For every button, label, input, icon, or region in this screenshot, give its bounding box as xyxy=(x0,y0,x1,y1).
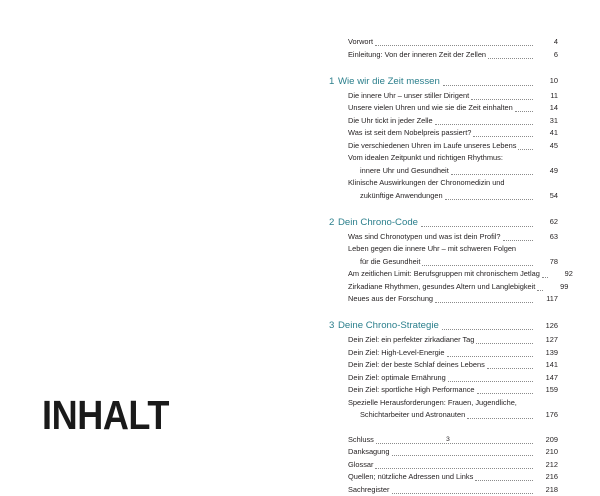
dot-leader xyxy=(488,57,533,59)
toc-entry[interactable] xyxy=(338,140,558,153)
toc-entry-label: Dein Ziel: High-Level-Energie xyxy=(348,347,447,360)
toc-page-number: 14 xyxy=(533,102,558,115)
toc-entry-label: Was sind Chronotypen und was ist dein Profil? xyxy=(348,231,503,244)
toc-page-number: 10 xyxy=(533,73,558,90)
page-folio: 3 xyxy=(338,436,558,443)
toc-page-number: 176 xyxy=(533,409,558,422)
dot-leader xyxy=(467,417,533,419)
toc-entry[interactable] xyxy=(338,334,558,347)
toc-back-matter-entry[interactable] xyxy=(338,484,558,496)
chapter-title: Deine Chrono-Strategie xyxy=(338,318,442,334)
toc-page-number: 6 xyxy=(533,49,558,62)
toc-page-number: 78 xyxy=(533,256,558,269)
dot-leader xyxy=(435,301,533,303)
toc-entry-label: innere Uhr und Gesundheit xyxy=(360,165,451,178)
toc-entry[interactable] xyxy=(338,115,558,128)
toc-entry-line2[interactable] xyxy=(338,190,558,203)
dot-leader xyxy=(422,264,533,266)
toc-entry-label: Die innere Uhr – unser stiller Dirigent xyxy=(348,90,471,103)
dot-leader xyxy=(447,355,533,357)
toc-entry-line2[interactable] xyxy=(338,165,558,178)
dot-leader xyxy=(445,198,533,200)
toc-entry[interactable] xyxy=(338,90,558,103)
spacer xyxy=(338,422,558,434)
toc-entry-line2[interactable] xyxy=(338,256,558,269)
table-of-contents xyxy=(338,36,558,496)
toc-page-number: 92 xyxy=(548,268,573,281)
dot-leader xyxy=(443,84,533,86)
toc-page-number: 11 xyxy=(533,90,558,103)
toc-page-number: 147 xyxy=(533,372,558,385)
toc-entry-label: Schichtarbeiter und Astronauten xyxy=(360,409,467,422)
toc-page-number: 139 xyxy=(533,347,558,360)
dot-leader xyxy=(421,225,533,227)
dot-leader xyxy=(451,173,533,175)
toc-entry[interactable] xyxy=(338,281,558,294)
toc-page-number: 141 xyxy=(533,359,558,372)
toc-entry-label: Die Uhr tickt in jeder Zelle xyxy=(348,115,435,128)
toc-entry-label: Vorwort xyxy=(348,36,375,49)
toc-chapter-1[interactable] xyxy=(338,73,558,90)
dot-leader xyxy=(515,110,533,112)
chapter-title: Wie wir die Zeit messen xyxy=(338,74,443,90)
dot-leader xyxy=(518,148,533,150)
toc-chapter-3[interactable] xyxy=(338,318,558,335)
toc-entry-line2[interactable] xyxy=(338,409,558,422)
toc-page-number: 117 xyxy=(533,293,558,306)
toc-front-matter-entry[interactable] xyxy=(338,49,558,62)
dot-leader xyxy=(477,392,533,394)
toc-page-number: 126 xyxy=(533,318,558,335)
toc-entry-line1[interactable] xyxy=(338,397,558,410)
toc-entry-line1[interactable] xyxy=(338,152,558,165)
toc-page-number: 159 xyxy=(533,384,558,397)
toc-page-number: 209 xyxy=(533,434,558,447)
toc-entry[interactable] xyxy=(338,102,558,115)
dot-leader xyxy=(392,454,533,456)
toc-entry-label: Was ist seit dem Nobelpreis passiert? xyxy=(348,127,473,140)
chapter-number: 2 xyxy=(329,215,338,231)
toc-entry-line1[interactable] xyxy=(338,243,558,256)
toc-entry-label: Quellen; nützliche Adressen und Links xyxy=(348,471,475,484)
dot-leader xyxy=(473,135,533,137)
toc-entry[interactable] xyxy=(338,268,558,281)
toc-page-number: 4 xyxy=(533,36,558,49)
toc-entry-label: Leben gegen die innere Uhr – mit schweren Folgen xyxy=(348,243,518,256)
toc-entry[interactable] xyxy=(338,384,558,397)
toc-page-number: 99 xyxy=(543,281,568,294)
toc-entry-label: Einleitung: Von der inneren Zeit der Zellen xyxy=(348,49,488,62)
dot-leader xyxy=(442,328,533,330)
toc-page-number: 54 xyxy=(533,190,558,203)
toc-entry-label: Dein Ziel: der beste Schlaf deines Lebens xyxy=(348,359,487,372)
toc-entry-label: Die verschiedenen Uhren im Laufe unseres Lebens xyxy=(348,140,518,153)
toc-back-matter-entry[interactable] xyxy=(338,471,558,484)
toc-entry[interactable] xyxy=(338,359,558,372)
toc-entry[interactable] xyxy=(338,231,558,244)
toc-entry-label: Dein Ziel: sportliche High Performance xyxy=(348,384,477,397)
dot-leader xyxy=(448,380,533,382)
toc-entry-label: Schluss xyxy=(348,434,376,447)
dot-leader xyxy=(471,98,533,100)
spacer xyxy=(338,306,558,318)
toc-back-matter-entry[interactable] xyxy=(338,459,558,472)
toc-entry-line1[interactable] xyxy=(338,177,558,190)
toc-entry-label: Klinische Auswirkungen der Chronomedizin und xyxy=(348,177,507,190)
toc-entry-label: Vom idealen Zeitpunkt und richtigen Rhythmus: xyxy=(348,152,505,165)
toc-page-number: 218 xyxy=(533,484,558,496)
dot-leader xyxy=(476,342,533,344)
toc-entry[interactable] xyxy=(338,127,558,140)
toc-entry-label: Dein Ziel: ein perfekter zirkadianer Tag xyxy=(348,334,476,347)
dot-leader xyxy=(503,239,533,241)
toc-page-number: 63 xyxy=(533,231,558,244)
toc-back-matter-entry[interactable] xyxy=(338,446,558,459)
toc-page-number: 31 xyxy=(533,115,558,128)
dot-leader xyxy=(487,367,533,369)
chapter-title: Dein Chrono-Code xyxy=(338,215,421,231)
toc-entry-label: Dein Ziel: optimale Ernährung xyxy=(348,372,448,385)
toc-entry-label: Neues aus der Forschung xyxy=(348,293,435,306)
toc-entry-label: Sachregister xyxy=(348,484,392,496)
toc-page-number: 45 xyxy=(533,140,558,153)
toc-page-number: 62 xyxy=(533,214,558,231)
toc-page-number: 212 xyxy=(533,459,558,472)
dot-leader xyxy=(392,492,534,494)
dot-leader xyxy=(475,479,533,481)
toc-entry-label: Unsere vielen Uhren und wie sie die Zeit einhalten xyxy=(348,102,515,115)
toc-entry[interactable] xyxy=(338,293,558,306)
toc-entry[interactable] xyxy=(338,347,558,360)
chapter-number: 1 xyxy=(329,74,338,90)
toc-page-number: 49 xyxy=(533,165,558,178)
dot-leader xyxy=(435,123,533,125)
toc-chapter-2[interactable] xyxy=(338,214,558,231)
toc-entry-label: Zirkadiane Rhythmen, gesundes Altern und Langlebigkeit xyxy=(348,281,537,294)
toc-entry-label: Am zeitlichen Limit: Berufsgruppen mit chronischem Jetlag xyxy=(348,268,542,281)
toc-entry-label: für die Gesundheit xyxy=(360,256,422,269)
page-title: INHALT xyxy=(42,395,169,436)
toc-entry-label: Danksagung xyxy=(348,446,392,459)
toc-page-number: 127 xyxy=(533,334,558,347)
toc-entry[interactable] xyxy=(338,372,558,385)
toc-page-number: 41 xyxy=(533,127,558,140)
toc-front-matter-entry[interactable] xyxy=(338,36,558,49)
chapter-number: 3 xyxy=(329,318,338,334)
toc-entry-label: Glossar xyxy=(348,459,375,472)
dot-leader xyxy=(375,44,533,46)
spacer xyxy=(338,61,558,73)
toc-page-number: 216 xyxy=(533,471,558,484)
spacer xyxy=(338,202,558,214)
toc-entry-label: Spezielle Herausforderungen: Frauen, Jugendliche, xyxy=(348,397,519,410)
toc-page-number: 210 xyxy=(533,446,558,459)
toc-entry-label: zukünftige Anwendungen xyxy=(360,190,445,203)
